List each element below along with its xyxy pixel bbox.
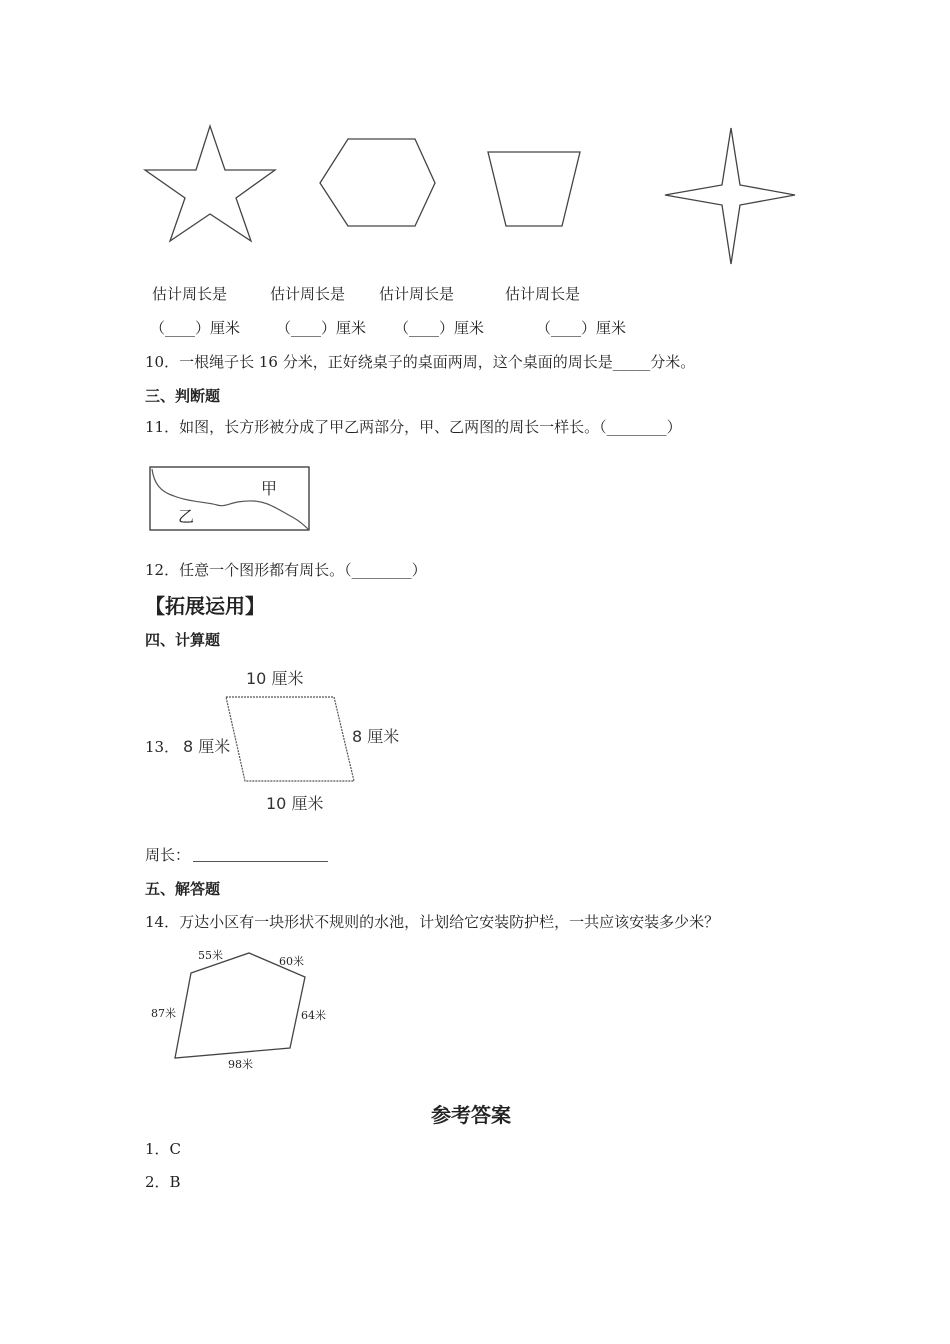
- question-11: 11．如图，长方形被分成了甲乙两部分，甲、乙两图的周长一样长。（________）: [145, 418, 682, 436]
- section-4-title: 四、计算题: [145, 631, 221, 649]
- question-13-number: 13．: [145, 738, 180, 756]
- pond-figure: [148, 940, 338, 1075]
- extension-title: 【拓展运用】: [145, 594, 265, 618]
- answers-title: 参考答案: [431, 1103, 511, 1127]
- shape1-answer-blank[interactable]: （____）厘米: [150, 319, 241, 337]
- side-label-64: 64米: [301, 1009, 326, 1022]
- parallelogram-left-label: 8 厘米: [183, 737, 231, 756]
- shape3-estimate-label: 估计周长是: [379, 285, 455, 303]
- shape2-estimate-label: 估计周长是: [270, 285, 346, 303]
- section-5-title: 五、解答题: [145, 880, 221, 898]
- parallelogram-top-label: 10 厘米: [246, 669, 304, 688]
- shape4-estimate-label: 估计周长是: [505, 285, 581, 303]
- side-label-87: 87米: [151, 1007, 176, 1020]
- label-yi: 乙: [178, 507, 195, 526]
- parallelogram-right-label: 8 厘米: [352, 727, 400, 746]
- five-point-star-shape: [145, 126, 275, 241]
- section-3-title: 三、判断题: [145, 387, 221, 405]
- shape2-answer-blank[interactable]: （____）厘米: [276, 319, 367, 337]
- perimeter-label: 周长：: [145, 846, 191, 864]
- question-10: 10．一根绳子长 16 分米，正好绕桌子的桌面两周，这个桌面的周长是_____分米。: [145, 353, 696, 371]
- side-label-55: 55米: [198, 949, 223, 962]
- shape3-answer-blank[interactable]: （____）厘米: [394, 319, 485, 337]
- question-14: 14．万达小区有一块形状不规则的水池，计划给它安装防护栏，一共应该安装多少米？: [145, 913, 720, 931]
- question-12: 12．任意一个图形都有周长。（________）: [145, 561, 427, 579]
- side-label-60: 60米: [279, 955, 304, 968]
- shape4-answer-blank[interactable]: （____）厘米: [536, 319, 627, 337]
- trapezoid-shape: [488, 152, 580, 226]
- shape1-estimate-label: 估计周长是: [152, 285, 228, 303]
- answer-2: 2．B: [145, 1173, 181, 1191]
- hexagon-shape: [320, 139, 435, 226]
- answer-1: 1．C: [145, 1140, 182, 1158]
- four-point-star-shape: [665, 128, 795, 264]
- rectangle-split-figure: [149, 466, 311, 532]
- side-label-98: 98米: [228, 1058, 253, 1071]
- parallelogram-figure: [175, 660, 410, 813]
- parallelogram-bottom-label: 10 厘米: [266, 794, 324, 813]
- perimeter-answer-line[interactable]: [193, 861, 328, 862]
- label-jia: 甲: [261, 479, 278, 498]
- shapes-figure: [140, 120, 810, 270]
